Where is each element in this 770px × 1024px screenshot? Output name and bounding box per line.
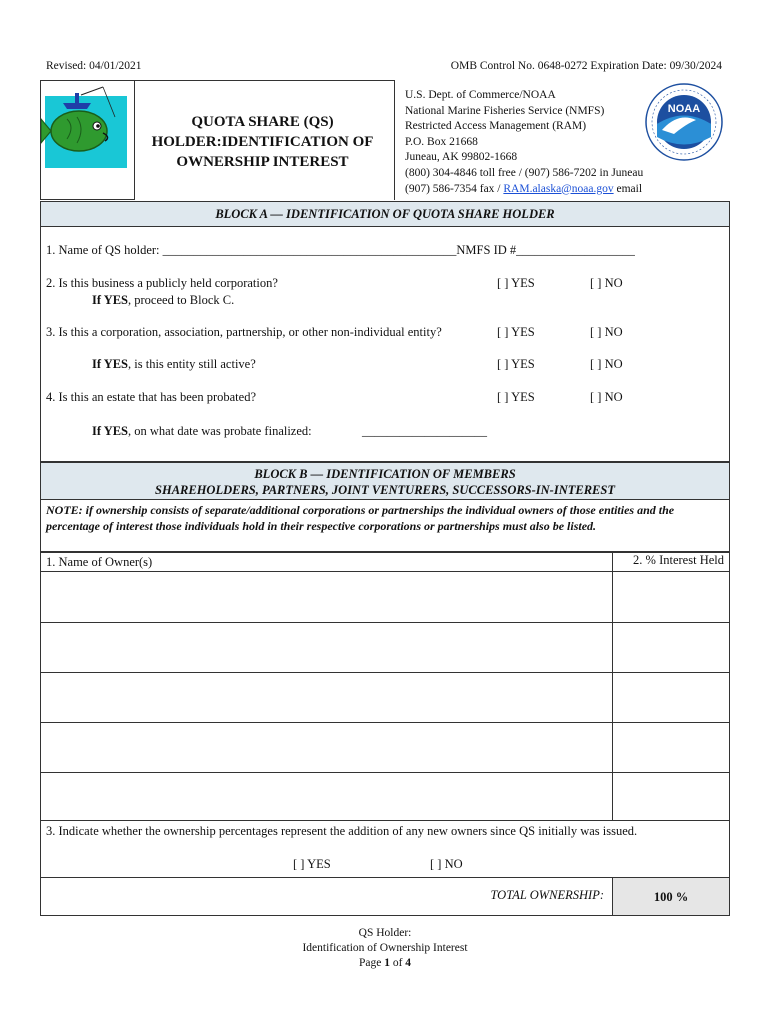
if-yes-bold: If YES bbox=[92, 424, 129, 438]
block-a-header: BLOCK A — IDENTIFICATION OF QUOTA SHARE HOLDER bbox=[40, 201, 730, 227]
owner-name-input-3[interactable] bbox=[40, 672, 613, 723]
q2-no-checkbox[interactable]: [ ] NO bbox=[590, 276, 623, 290]
question-2-instruction bbox=[92, 293, 234, 308]
omb-control: OMB Control No. 0648-0272 Expiration Date: 09/30/2024 bbox=[450, 60, 722, 72]
title-top-border bbox=[134, 80, 394, 81]
total-ownership-label-text: TOTAL OWNERSHIP: bbox=[490, 888, 604, 902]
noaa-logo-text: NOAA bbox=[667, 103, 701, 115]
interest-input-5[interactable] bbox=[612, 772, 730, 821]
q3-no-checkbox[interactable]: [ ] NO bbox=[590, 325, 623, 339]
question-4: 4. Is this an estate that has been probated? bbox=[46, 390, 256, 404]
form-title bbox=[135, 112, 390, 172]
owner-name-input-2[interactable] bbox=[40, 622, 613, 673]
q4-sub-text: , on what date was probate finalized: bbox=[128, 424, 312, 438]
block-b-question-3: 3. Indicate whether the ownership percentages represent the addition of any new owners since QS initially was issued. bbox=[46, 824, 638, 838]
page-total: 4 bbox=[405, 957, 412, 969]
q3-sub-text: , is this entity still active? bbox=[128, 357, 256, 371]
q4-yes-checkbox[interactable]: [ ] YES bbox=[497, 390, 535, 404]
if-yes-bold: If YES bbox=[92, 357, 129, 371]
agency-line-5: Juneau, AK 99802-1668 bbox=[405, 151, 518, 164]
interest-input-1[interactable] bbox=[612, 571, 730, 623]
owner-name-input-5[interactable] bbox=[40, 772, 613, 821]
noaa-logo-icon bbox=[644, 82, 724, 162]
block-b-title: BLOCK B — IDENTIFICATION OF MEMBERS bbox=[254, 467, 516, 481]
ram-email-link[interactable]: RAM.alaska@noaa.gov bbox=[503, 182, 614, 195]
question-3: 3. Is this a corporation, association, partnership, or other non-individual entity? bbox=[46, 325, 442, 339]
total-ownership-value bbox=[612, 877, 730, 916]
interest-input-2[interactable] bbox=[612, 622, 730, 673]
fax-text: (907) 586-7354 fax / bbox=[405, 182, 504, 195]
block-b-header bbox=[40, 462, 730, 500]
agency-line-2: National Marine Fisheries Service (NMFS) bbox=[405, 104, 605, 117]
interest-input-4[interactable] bbox=[612, 722, 730, 773]
owner-name-header-text: 1. Name of Owner(s) bbox=[46, 555, 153, 569]
agency-line-6: (800) 304-4846 toll free / (907) 586-7202 in Juneau bbox=[405, 166, 644, 179]
agency-line-7 bbox=[405, 182, 643, 198]
q3-active-yes-checkbox[interactable]: [ ] YES bbox=[497, 357, 535, 371]
title-line-3: OWNERSHIP INTEREST bbox=[176, 154, 349, 170]
total-ownership-label bbox=[40, 877, 613, 916]
owner-name-input-4[interactable] bbox=[40, 722, 613, 773]
q2-yes-checkbox[interactable]: [ ] YES bbox=[497, 276, 535, 290]
interest-header bbox=[612, 552, 730, 572]
probate-date-field[interactable]: ____________________ bbox=[362, 424, 487, 438]
interest-header-text: 2. % Interest Held bbox=[633, 553, 724, 567]
page-number bbox=[0, 956, 770, 971]
page-of: of bbox=[389, 957, 406, 969]
header-divider bbox=[394, 80, 395, 200]
footer-line-1: QS Holder: bbox=[358, 927, 412, 939]
email-suffix: email bbox=[613, 182, 643, 195]
block-b-note: NOTE: if ownership consists of separate/additional corporations or partnerships the individual owners of those entities and the percentage of interest those individuals hold in their respective corporations or partnerships must also be listed. bbox=[40, 500, 730, 552]
owner-name-input-1[interactable] bbox=[40, 571, 613, 623]
block-b-subtitle: SHAREHOLDERS, PARTNERS, JOINT VENTURERS, SUCCESSORS-IN-INTEREST bbox=[155, 483, 615, 497]
if-yes-bold: If YES bbox=[92, 293, 129, 307]
revised-date: Revised: 04/01/2021 bbox=[46, 60, 142, 72]
agency-address bbox=[405, 88, 643, 197]
logo-box bbox=[40, 80, 135, 200]
q3-active-no-checkbox[interactable]: [ ] NO bbox=[590, 357, 623, 371]
q4-no-checkbox[interactable]: [ ] NO bbox=[590, 390, 623, 404]
page-footer bbox=[0, 926, 770, 971]
fishing-logo-icon bbox=[41, 81, 134, 199]
q3-yes-checkbox[interactable]: [ ] YES bbox=[497, 325, 535, 339]
agency-line-3: Restricted Access Management (RAM) bbox=[405, 120, 587, 133]
q2-sub-text: , proceed to Block C. bbox=[128, 293, 235, 307]
owner-name-header bbox=[40, 552, 613, 572]
page-current: 1 bbox=[384, 957, 390, 969]
interest-input-3[interactable] bbox=[612, 672, 730, 723]
page-label: Page bbox=[358, 957, 385, 969]
qs-holder-name-field[interactable]: 1. Name of QS holder: _______________________________________________NMFS ID #___________________ bbox=[46, 243, 635, 257]
question-2: 2. Is this business a publicly held corporation? bbox=[46, 276, 278, 290]
new-owners-yes-checkbox[interactable]: [ ] YES bbox=[293, 857, 331, 871]
agency-line-4: P.O. Box 21668 bbox=[405, 135, 478, 148]
title-line-2: HOLDER:IDENTIFICATION OF bbox=[151, 134, 374, 150]
footer-line-2: Identification of Ownership Interest bbox=[302, 942, 468, 954]
new-owners-no-checkbox[interactable]: [ ] NO bbox=[430, 857, 463, 871]
question-3-sub bbox=[92, 357, 256, 372]
title-line-1: QUOTA SHARE (QS) bbox=[191, 114, 334, 130]
agency-line-1: U.S. Dept. of Commerce/NOAA bbox=[405, 89, 556, 101]
total-ownership-value-text: 100 % bbox=[653, 890, 689, 904]
question-4-sub bbox=[92, 424, 312, 439]
